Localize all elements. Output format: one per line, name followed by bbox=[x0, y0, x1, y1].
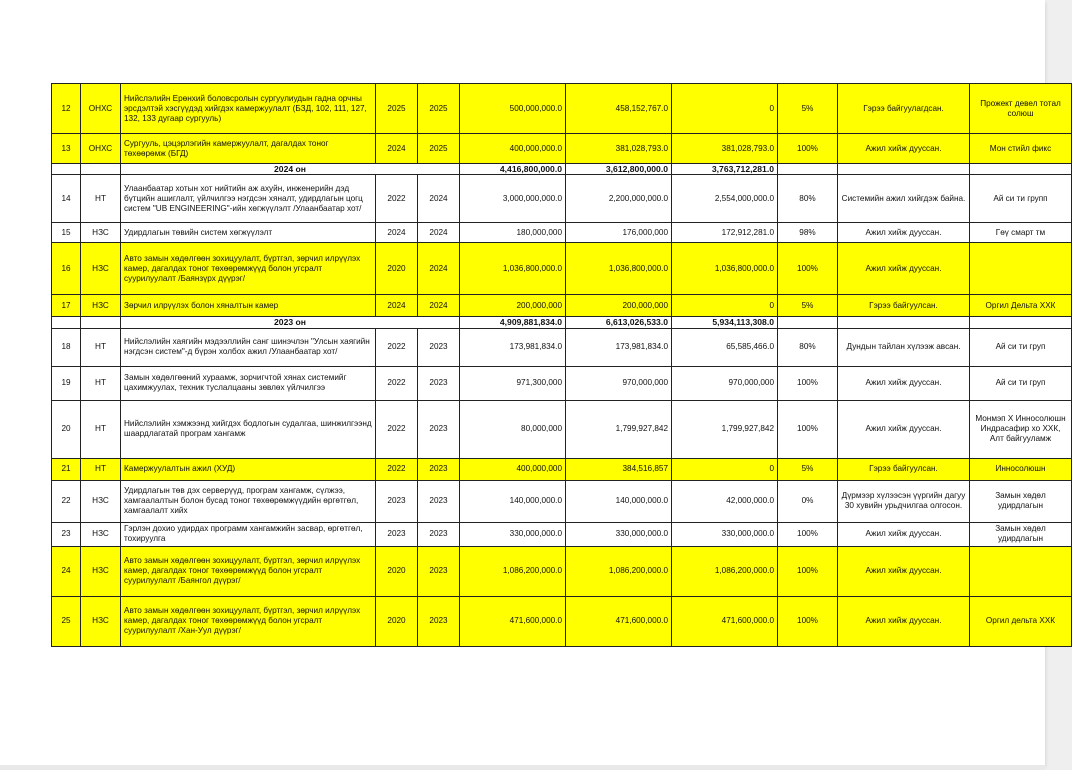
contract-amount: 1,036,800,000.0 bbox=[566, 243, 672, 295]
project-description: Нийслэлийн хэмжээнд хийгдэх бодлогын судалгаа, шинжилгээнд шаардлагатай програм хангамж bbox=[121, 400, 376, 458]
contractor-name: Замын хөдөл удирдлагын bbox=[970, 480, 1072, 522]
organization-code: НТ bbox=[81, 400, 121, 458]
contractor-name: Инносолюшн bbox=[970, 458, 1072, 480]
paid-amount: 471,600,000.0 bbox=[672, 596, 778, 646]
end-year: 2024 bbox=[418, 295, 460, 317]
organization-code: НЗС bbox=[81, 522, 121, 546]
progress-percent: 100% bbox=[778, 134, 838, 164]
paid-amount: 970,000,000 bbox=[672, 366, 778, 400]
paid-amount: 330,000,000.0 bbox=[672, 522, 778, 546]
organization-code: ОНХС bbox=[81, 134, 121, 164]
end-year: 2023 bbox=[418, 400, 460, 458]
budget-amount: 180,000,000 bbox=[460, 223, 566, 243]
start-year: 2024 bbox=[376, 223, 418, 243]
contract-amount: 173,981,834.0 bbox=[566, 328, 672, 366]
table-row bbox=[52, 223, 1072, 243]
status-text: Гэрээ байгуулсан. bbox=[838, 295, 970, 317]
progress-percent: 100% bbox=[778, 546, 838, 596]
year-paid-total: 5,934,113,308.0 bbox=[672, 317, 778, 328]
row-number: 17 bbox=[52, 295, 81, 317]
paid-amount: 0 bbox=[672, 458, 778, 480]
progress-percent: 0% bbox=[778, 480, 838, 522]
status-text: Ажил хийж дууссан. bbox=[838, 400, 970, 458]
status-text: Дүрмээр хүлээсэн үүргийн дагуу 30 хувийн урьдчилгаа олгосон. bbox=[838, 480, 970, 522]
start-year: 2022 bbox=[376, 458, 418, 480]
year-budget-total: 4,909,881,834.0 bbox=[460, 317, 566, 328]
row-number: 18 bbox=[52, 328, 81, 366]
table-row bbox=[52, 522, 1072, 546]
table-row bbox=[52, 546, 1072, 596]
contract-amount: 140,000,000.0 bbox=[566, 480, 672, 522]
year-subtotal-row bbox=[52, 164, 1072, 175]
start-year: 2022 bbox=[376, 400, 418, 458]
paid-amount: 65,585,466.0 bbox=[672, 328, 778, 366]
contract-amount: 176,000,000 bbox=[566, 223, 672, 243]
paid-amount: 0 bbox=[672, 84, 778, 134]
contract-amount: 458,152,767.0 bbox=[566, 84, 672, 134]
budget-amount: 400,000,000 bbox=[460, 458, 566, 480]
status-text: Дундын тайлан хүлээж авсан. bbox=[838, 328, 970, 366]
contractor-name: Ай си ти груп bbox=[970, 366, 1072, 400]
contract-amount: 2,200,000,000.0 bbox=[566, 175, 672, 223]
progress-percent: 98% bbox=[778, 223, 838, 243]
end-year: 2025 bbox=[418, 134, 460, 164]
status-text: Ажил хийж дууссан. bbox=[838, 596, 970, 646]
paid-amount: 381,028,793.0 bbox=[672, 134, 778, 164]
table-row bbox=[52, 134, 1072, 164]
paid-amount: 2,554,000,000.0 bbox=[672, 175, 778, 223]
project-description: Нийслэлийн Ерөнхий боловсролын сургуулиудын гадна орчны эрсдэлтэй хэсгүүдэд хийгдэх камержуулалт (БЗД, 102, 111, 127, 132, 133 дугаар сургууль) bbox=[121, 84, 376, 134]
paid-amount: 0 bbox=[672, 295, 778, 317]
start-year: 2022 bbox=[376, 175, 418, 223]
year-paid-total: 3,763,712,281.0 bbox=[672, 164, 778, 175]
end-year: 2023 bbox=[418, 522, 460, 546]
end-year: 2024 bbox=[418, 223, 460, 243]
table-row bbox=[52, 480, 1072, 522]
budget-amount: 1,086,200,000.0 bbox=[460, 546, 566, 596]
status-text: Гэрээ байгуулагдсан. bbox=[838, 84, 970, 134]
end-year: 2024 bbox=[418, 175, 460, 223]
page-edge bbox=[0, 765, 1045, 770]
paid-amount: 1,036,800,000.0 bbox=[672, 243, 778, 295]
table-row bbox=[52, 366, 1072, 400]
contractor-name: Монмэп Х Инносолюшн Индрасафир хо ХХК, Алт байгууламж bbox=[970, 400, 1072, 458]
status-text: Ажил хийж дууссан. bbox=[838, 223, 970, 243]
table-row bbox=[52, 596, 1072, 646]
progress-percent: 5% bbox=[778, 84, 838, 134]
project-description: Нийслэлийн хаягийн мэдээллийн санг шинэчлэн "Улсын хаягийн нэгдсэн систем"-д бүрэн холбох ажил /Улаанбаатар хот/ bbox=[121, 328, 376, 366]
progress-percent: 100% bbox=[778, 243, 838, 295]
progress-percent: 100% bbox=[778, 366, 838, 400]
row-number: 14 bbox=[52, 175, 81, 223]
table-row bbox=[52, 84, 1072, 134]
budget-amount: 971,300,000 bbox=[460, 366, 566, 400]
end-year: 2023 bbox=[418, 328, 460, 366]
organization-code: НЗС bbox=[81, 295, 121, 317]
project-description: Удирдлагын төв дэх серверүүд, програм хангамж, сүлжээ, хамгаалалтын болон бусад тоног төхөөрөмжүүдийн өргөтгөл, хамгаалалт хийх bbox=[121, 480, 376, 522]
paid-amount: 42,000,000.0 bbox=[672, 480, 778, 522]
start-year: 2023 bbox=[376, 522, 418, 546]
row-number: 22 bbox=[52, 480, 81, 522]
start-year: 2025 bbox=[376, 84, 418, 134]
row-number: 16 bbox=[52, 243, 81, 295]
year-contract-total: 3,612,800,000.0 bbox=[566, 164, 672, 175]
end-year: 2023 bbox=[418, 546, 460, 596]
end-year: 2023 bbox=[418, 458, 460, 480]
start-year: 2024 bbox=[376, 134, 418, 164]
contractor-name: Оргил дельта ХХК bbox=[970, 596, 1072, 646]
budget-amount: 1,036,800,000.0 bbox=[460, 243, 566, 295]
progress-percent: 100% bbox=[778, 400, 838, 458]
project-description: Зөрчил илрүүлэх болон хяналтын камер bbox=[121, 295, 376, 317]
organization-code: НТ bbox=[81, 175, 121, 223]
year-blank-cell bbox=[52, 164, 81, 175]
status-text: Ажил хийж дууссан. bbox=[838, 366, 970, 400]
year-blank-cell bbox=[778, 317, 838, 328]
organization-code: НЗС bbox=[81, 480, 121, 522]
year-blank-cell bbox=[970, 164, 1072, 175]
progress-percent: 100% bbox=[778, 596, 838, 646]
budget-amount: 140,000,000.0 bbox=[460, 480, 566, 522]
row-number: 15 bbox=[52, 223, 81, 243]
table-row bbox=[52, 295, 1072, 317]
year-budget-total: 4,416,800,000.0 bbox=[460, 164, 566, 175]
table-row bbox=[52, 400, 1072, 458]
contractor-name: Мон стийл фикс bbox=[970, 134, 1072, 164]
budget-amount: 330,000,000.0 bbox=[460, 522, 566, 546]
contractor-name bbox=[970, 243, 1072, 295]
end-year: 2025 bbox=[418, 84, 460, 134]
contract-amount: 381,028,793.0 bbox=[566, 134, 672, 164]
year-blank-cell bbox=[81, 164, 121, 175]
row-number: 24 bbox=[52, 546, 81, 596]
start-year: 2020 bbox=[376, 243, 418, 295]
budget-amount: 471,600,000.0 bbox=[460, 596, 566, 646]
status-text: Ажил хийж дууссан. bbox=[838, 243, 970, 295]
project-description: Авто замын хөдөлгөөн зохицуулалт, бүртгэл, зөрчил илрүүлэх камер, дагалдах тоног төхөөрөмжүүд болон угсралт суурилуулалт /Баянгол дүүрэг/ bbox=[121, 546, 376, 596]
row-number: 19 bbox=[52, 366, 81, 400]
budget-amount: 3,000,000,000.0 bbox=[460, 175, 566, 223]
organization-code: НЗС bbox=[81, 546, 121, 596]
organization-code: НЗС bbox=[81, 596, 121, 646]
year-blank-cell bbox=[52, 317, 81, 328]
budget-amount: 173,981,834.0 bbox=[460, 328, 566, 366]
project-description: Улаанбаатар хотын хот нийтийн аж ахуйн, инженерийн дэд бүтцийн ашиглалт, үйлчилгээ нэгдсэн хяналт, удирдлагын цогц систем "UB ENGINEERING"-ийн хөгжүүлэлт /Улаанбаатар хот/ bbox=[121, 175, 376, 223]
project-description: Сургууль, цэцэрлэгийн камержуулалт, дагалдах тоног төхөөрөмж (БГД) bbox=[121, 134, 376, 164]
row-number: 21 bbox=[52, 458, 81, 480]
year-blank-cell bbox=[778, 164, 838, 175]
budget-amount: 200,000,000 bbox=[460, 295, 566, 317]
contract-amount: 471,600,000.0 bbox=[566, 596, 672, 646]
table-row bbox=[52, 328, 1072, 366]
end-year: 2024 bbox=[418, 243, 460, 295]
contract-amount: 970,000,000 bbox=[566, 366, 672, 400]
start-year: 2022 bbox=[376, 328, 418, 366]
paid-amount: 172,912,281.0 bbox=[672, 223, 778, 243]
contract-amount: 200,000,000 bbox=[566, 295, 672, 317]
budget-amount: 500,000,000.0 bbox=[460, 84, 566, 134]
project-description: Гэрлэн дохио удирдах программ хангамжийн засвар, өргөтгөл, тохируулга bbox=[121, 522, 376, 546]
table-body bbox=[52, 84, 1072, 647]
year-blank-cell bbox=[970, 317, 1072, 328]
table-row bbox=[52, 175, 1072, 223]
progress-percent: 5% bbox=[778, 295, 838, 317]
budget-amount: 80,000,000 bbox=[460, 400, 566, 458]
year-blank-cell bbox=[838, 317, 970, 328]
organization-code: НТ bbox=[81, 366, 121, 400]
end-year: 2023 bbox=[418, 596, 460, 646]
status-text: Ажил хийж дууссан. bbox=[838, 522, 970, 546]
year-subtotal-row bbox=[52, 317, 1072, 328]
row-number: 13 bbox=[52, 134, 81, 164]
project-description: Замын хөдөлгөөний хураамж, зорчигчтой хянах системийг цахимжуулах, техник туслалцааны зөвлөх үйлчилгээ bbox=[121, 366, 376, 400]
progress-percent: 80% bbox=[778, 175, 838, 223]
status-text: Гэрээ байгуулсан. bbox=[838, 458, 970, 480]
contractor-name: Замын хөдөл удирдлагын bbox=[970, 522, 1072, 546]
year-contract-total: 6,613,026,533.0 bbox=[566, 317, 672, 328]
project-description: Камержуулалтын ажил (ХУД) bbox=[121, 458, 376, 480]
paid-amount: 1,086,200,000.0 bbox=[672, 546, 778, 596]
status-text: Системийн ажил хийгдэж байна. bbox=[838, 175, 970, 223]
project-description: Удирдлагын төвийн систем хөгжүүлэлт bbox=[121, 223, 376, 243]
contractor-name bbox=[970, 546, 1072, 596]
start-year: 2023 bbox=[376, 480, 418, 522]
paid-amount: 1,799,927,842 bbox=[672, 400, 778, 458]
row-number: 20 bbox=[52, 400, 81, 458]
start-year: 2020 bbox=[376, 546, 418, 596]
budget-amount: 400,000,000.0 bbox=[460, 134, 566, 164]
projects-table bbox=[51, 83, 1072, 647]
row-number: 25 bbox=[52, 596, 81, 646]
status-text: Ажил хийж дууссан. bbox=[838, 134, 970, 164]
contract-amount: 384,516,857 bbox=[566, 458, 672, 480]
year-blank-cell bbox=[838, 164, 970, 175]
organization-code: НЗС bbox=[81, 243, 121, 295]
year-label: 2023 он bbox=[121, 317, 460, 328]
contractor-name: Ай си ти груп bbox=[970, 328, 1072, 366]
progress-percent: 100% bbox=[778, 522, 838, 546]
status-text: Ажил хийж дууссан. bbox=[838, 546, 970, 596]
organization-code: НТ bbox=[81, 458, 121, 480]
start-year: 2024 bbox=[376, 295, 418, 317]
table-row bbox=[52, 458, 1072, 480]
contractor-name: Ай си ти групп bbox=[970, 175, 1072, 223]
table-row bbox=[52, 243, 1072, 295]
contract-amount: 1,086,200,000.0 bbox=[566, 546, 672, 596]
progress-percent: 5% bbox=[778, 458, 838, 480]
progress-percent: 80% bbox=[778, 328, 838, 366]
organization-code: НЗС bbox=[81, 223, 121, 243]
project-description: Авто замын хөдөлгөөн зохицуулалт, бүртгэл, зөрчил илрүүлэх камер, дагалдах тоног төхөөрөмжүүд болон угсралт суурилуулалт /Хан-Уул дүүрэг/ bbox=[121, 596, 376, 646]
contractor-name: Прожект девел тотал солюш bbox=[970, 84, 1072, 134]
start-year: 2020 bbox=[376, 596, 418, 646]
row-number: 12 bbox=[52, 84, 81, 134]
year-label: 2024 он bbox=[121, 164, 460, 175]
start-year: 2022 bbox=[376, 366, 418, 400]
end-year: 2023 bbox=[418, 366, 460, 400]
contract-amount: 330,000,000.0 bbox=[566, 522, 672, 546]
row-number: 23 bbox=[52, 522, 81, 546]
contractor-name: Гөү смарт тм bbox=[970, 223, 1072, 243]
contractor-name: Оргил Дельта ХХК bbox=[970, 295, 1072, 317]
organization-code: НТ bbox=[81, 328, 121, 366]
contract-amount: 1,799,927,842 bbox=[566, 400, 672, 458]
year-blank-cell bbox=[81, 317, 121, 328]
end-year: 2023 bbox=[418, 480, 460, 522]
project-description: Авто замын хөдөлгөөн зохицуулалт, бүртгэл, зөрчил илрүүлэх камер, дагалдах тоног төхөөрөмжүүд болон угсралт суурилуулалт /Баянзүрх дүүрэг/ bbox=[121, 243, 376, 295]
organization-code: ОНХС bbox=[81, 84, 121, 134]
